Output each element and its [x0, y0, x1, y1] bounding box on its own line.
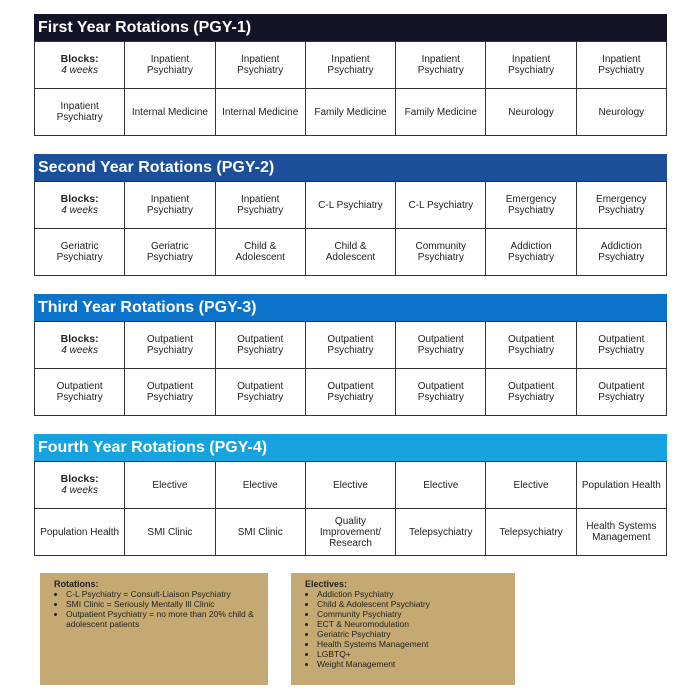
list-item: • Health Systems Management — [317, 639, 505, 649]
rotation-cell: Neurology — [576, 89, 666, 136]
rotation-cell: Addiction Psychiatry — [576, 229, 666, 276]
list-item: • SMI Clinic = Seriously Mentally Ill Clinic — [66, 599, 258, 609]
pgy1-header: First Year Rotations (PGY-1) — [34, 14, 667, 41]
rotation-cell: Outpatient Psychiatry — [305, 369, 395, 416]
blocks-duration: 4 weeks — [61, 345, 98, 356]
table-row — [35, 509, 667, 556]
rotation-cell: Inpatient Psychiatry — [305, 42, 395, 89]
blocks-cell — [35, 42, 125, 89]
rotation-cell: Inpatient Psychiatry — [125, 42, 215, 89]
rotation-cell: Internal Medicine — [125, 89, 215, 136]
rotation-cell: Inpatient Psychiatry — [35, 89, 125, 136]
rotation-cell: Telepsychiatry — [486, 509, 576, 556]
rotation-cell: Telepsychiatry — [396, 509, 486, 556]
rotation-cell: Inpatient Psychiatry — [215, 42, 305, 89]
pgy1-table — [34, 41, 667, 136]
rotation-cell: Addiction Psychiatry — [486, 229, 576, 276]
rotation-cell: Internal Medicine — [215, 89, 305, 136]
rotation-cell: Outpatient Psychiatry — [125, 369, 215, 416]
rotation-cell: Inpatient Psychiatry — [486, 42, 576, 89]
rotation-cell: Outpatient Psychiatry — [396, 322, 486, 369]
rotation-cell: Inpatient Psychiatry — [125, 182, 215, 229]
pgy3-header: Third Year Rotations (PGY-3) — [34, 294, 667, 321]
rotation-cell: Emergency Psychiatry — [486, 182, 576, 229]
rotation-cell: Elective — [486, 462, 576, 509]
blocks-cell — [35, 322, 125, 369]
rotation-cell: Emergency Psychiatry — [576, 182, 666, 229]
pgy1-section — [34, 14, 667, 136]
table-row — [35, 42, 667, 89]
rotation-cell: Outpatient Psychiatry — [305, 322, 395, 369]
blocks-cell — [35, 182, 125, 229]
rotation-cell: Geriatric Psychiatry — [35, 229, 125, 276]
table-row — [35, 322, 667, 369]
rotations-legend — [40, 573, 268, 685]
rotation-cell: Inpatient Psychiatry — [215, 182, 305, 229]
blocks-label: Blocks: — [60, 473, 99, 485]
list-item: • LGBTQ+ — [317, 649, 505, 659]
rotation-cell: Outpatient Psychiatry — [576, 369, 666, 416]
rotation-cell: SMI Clinic — [125, 509, 215, 556]
list-item: • Child & Adolescent Psychiatry — [317, 599, 505, 609]
rotation-cell: Neurology — [486, 89, 576, 136]
table-row — [35, 229, 667, 276]
blocks-duration: 4 weeks — [61, 65, 98, 76]
rotation-cell: Population Health — [35, 509, 125, 556]
rotation-cell: Outpatient Psychiatry — [215, 369, 305, 416]
blocks-cell — [35, 462, 125, 509]
blocks-duration: 4 weeks — [61, 205, 98, 216]
rotation-cell: Elective — [305, 462, 395, 509]
blocks-label: Blocks: — [60, 333, 99, 345]
pgy2-table — [34, 181, 667, 276]
pgy3-section — [34, 294, 667, 416]
electives-legend-list — [305, 589, 505, 669]
pgy4-table — [34, 461, 667, 556]
list-item: • C-L Psychiatry = Consult-Liaison Psychiatry — [66, 589, 258, 599]
rotation-cell: C-L Psychiatry — [305, 182, 395, 229]
list-item: • ECT & Neuromodulation — [317, 619, 505, 629]
rotations-legend-title: Rotations: — [54, 579, 99, 589]
rotation-cell: Outpatient Psychiatry — [576, 322, 666, 369]
table-row — [35, 89, 667, 136]
list-item: • Outpatient Psychiatry = no more than 20% child & adolescent patients — [66, 609, 258, 629]
rotation-cell: Geriatric Psychiatry — [125, 229, 215, 276]
pgy2-section — [34, 154, 667, 276]
pgy3-table — [34, 321, 667, 416]
pgy4-section — [34, 434, 667, 556]
pgy2-header: Second Year Rotations (PGY-2) — [34, 154, 667, 181]
table-row — [35, 462, 667, 509]
rotation-cell: Family Medicine — [305, 89, 395, 136]
list-item: • Addiction Psychiatry — [317, 589, 505, 599]
electives-legend-title: Electives: — [305, 579, 348, 589]
rotation-cell: Population Health — [576, 462, 666, 509]
rotation-cell: Quality Improvement/ Research — [305, 509, 395, 556]
blocks-label: Blocks: — [60, 193, 99, 205]
blocks-label: Blocks: — [60, 53, 99, 65]
list-item: • Community Psychiatry — [317, 609, 505, 619]
rotation-cell: Elective — [125, 462, 215, 509]
rotation-cell: Elective — [396, 462, 486, 509]
rotation-cell: C-L Psychiatry — [396, 182, 486, 229]
rotation-cell: Outpatient Psychiatry — [35, 369, 125, 416]
blocks-duration: 4 weeks — [61, 485, 98, 496]
rotation-cell: Child & Adolescent — [215, 229, 305, 276]
electives-legend — [291, 573, 515, 685]
list-item: • Geriatric Psychiatry — [317, 629, 505, 639]
rotation-cell: Outpatient Psychiatry — [215, 322, 305, 369]
rotation-cell: Inpatient Psychiatry — [576, 42, 666, 89]
rotations-legend-list — [54, 589, 258, 629]
table-row — [35, 182, 667, 229]
rotation-cell: Outpatient Psychiatry — [396, 369, 486, 416]
list-item: • Weight Management — [317, 659, 505, 669]
pgy4-header: Fourth Year Rotations (PGY-4) — [34, 434, 667, 461]
rotation-cell: Outpatient Psychiatry — [125, 322, 215, 369]
rotation-cell: Inpatient Psychiatry — [396, 42, 486, 89]
rotation-cell: SMI Clinic — [215, 509, 305, 556]
rotation-cell: Child & Adolescent — [305, 229, 395, 276]
rotation-cell: Outpatient Psychiatry — [486, 369, 576, 416]
rotation-cell: Elective — [215, 462, 305, 509]
rotation-cell: Family Medicine — [396, 89, 486, 136]
table-row — [35, 369, 667, 416]
rotation-cell: Health Systems Management — [576, 509, 666, 556]
rotation-cell: Community Psychiatry — [396, 229, 486, 276]
rotation-cell: Outpatient Psychiatry — [486, 322, 576, 369]
